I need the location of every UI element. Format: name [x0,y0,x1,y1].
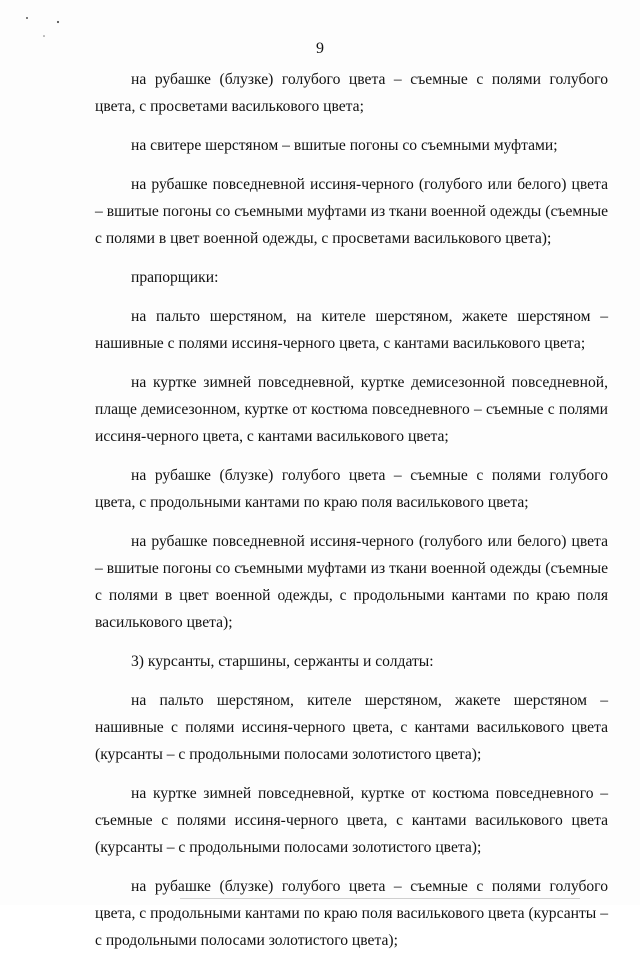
paragraph: на пальто шерстяном, кителе шерстяном, жакете шерстяном – нашивные с полями иссиня-черного цвета, с кантами василькового цвета (курсанты – с продольными полосами золотистого цвета); [95,692,608,763]
paragraph: на куртке зимней повседневной, куртке демисезонной повседневной, плаще демисезонном, куртке от костюма повседневного – съемные с полями иссиня-черного цвета, с кантами василькового цвета; [95,374,608,445]
scan-edge-line [180,898,580,899]
paragraph: на пальто шерстяном, на кителе шерстяном, жакете шерстяном – нашивные с полями иссиня-черного цвета, с кантами василькового цвета; [95,308,608,352]
page-number: 9 [316,40,324,57]
paragraph: на рубашке повседневной иссиня-черного (голубого или белого) цвета – вшитые погоны со съемными муфтами из ткани военной одежды (съемные с полями в цвет военной одежды, с просветами василькового цвета); [95,176,608,247]
paragraph: на рубашке повседневной иссиня-черного (голубого или белого) цвета – вшитые погоны со съемными муфтами из ткани военной одежды (съемные с полями в цвет военной одежды, с продольными кантами по краю поля василькового цвета); [95,533,608,631]
paragraph: на рубашке (блузке) голубого цвета – съемные с полями голубого цвета, с продольными кантами по краю поля василькового цвета (курсанты – с продольными полосами золотистого цвета); [95,878,608,949]
paragraph: на рубашке (блузке) голубого цвета – съемные с полями голубого цвета, с продольными кантами по краю поля василькового цвета; [95,467,608,511]
paragraph: на куртке зимней повседневной, куртке от костюма повседневного – съемные с полями иссиня-черного цвета, с кантами василькового цвета (курсанты – с продольными полосами золотистого цвета); [95,785,608,856]
paragraph: на свитере шерстяном – вшитые погоны со съемными муфтами; [131,137,558,154]
document-body [95,66,608,966]
paragraph: 3) курсанты, старшины, сержанты и солдаты: [131,653,434,670]
paragraph: прапорщики: [131,269,219,286]
paragraph: на рубашке (блузке) голубого цвета – съемные с полями голубого цвета, с просветами василькового цвета; [95,71,608,115]
